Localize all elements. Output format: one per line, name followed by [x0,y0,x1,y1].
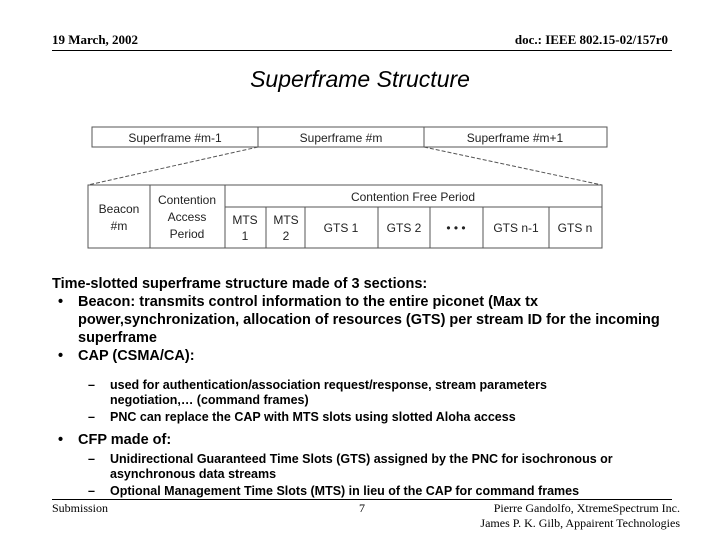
bullet-cap: CAP (CSMA/CA): [78,348,195,364]
mts1-number: 1 [241,229,249,243]
beacon-number: #m [110,219,128,233]
dash-marker: – [88,484,95,498]
dash-marker: – [88,410,95,424]
header-doc: doc.: IEEE 802.15-02/157r0 [514,32,668,47]
header-date: 19 March, 2002 [52,32,139,47]
superframe-diagram [0,0,720,260]
beacon-label: Beacon [98,202,140,216]
footer-author-2: James P. K. Gilb, Appairent Technologies [480,516,680,530]
footer-author-1: Pierre Gandolfo, XtremeSpectrum Inc. [493,501,680,515]
cap-label-1: Contention [157,193,217,207]
superframe-prev: Superframe #m-1 [128,131,222,145]
dash-marker: – [88,452,95,466]
cap-label-3: Period [169,227,205,241]
cfp-label: Contention Free Period [350,190,476,204]
mts1-label: MTS [232,213,258,227]
superframe-current: Superframe #m [299,131,383,145]
superframe-next: Superframe #m+1 [466,131,564,145]
sub-bullet-cap-usage: used for authentication/association request/response, stream parameters negotiation,… (command frames) [110,378,547,407]
gts-n-1-label: GTS n-1 [493,221,539,235]
sub-bullet-cap-mts: PNC can replace the CAP with MTS slots using slotted Aloha access [110,410,516,424]
gts-n-label: GTS n [557,221,593,235]
ellipsis-dots: • • • [446,221,466,235]
page-number: 7 [359,501,365,515]
cap-label-2: Access [167,210,207,224]
bullet-marker: • [58,294,64,310]
intro-text: Time-slotted superframe structure made of 3 sections: [52,276,428,292]
slide-title: Superframe Structure [250,66,470,92]
mts2-label: MTS [273,213,299,227]
bullet-beacon: Beacon: transmits control information to the entire piconet (Max tx power,synchronization, allocation of resources (GTS) per stream ID for the incoming superframe [78,294,660,346]
gts2-label: GTS 2 [386,221,422,235]
dash-marker: – [88,378,95,392]
sub-bullet-gts: Unidirectional Guaranteed Time Slots (GTS) assigned by the PNC for isochronous or asynchronous data streams [110,452,613,481]
footer-rule [52,499,672,500]
bullet-cfp: CFP made of: [78,432,172,448]
gts1-label: GTS 1 [323,221,359,235]
sub-bullet-mts: Optional Management Time Slots (MTS) in lieu of the CAP for command frames [110,484,580,498]
mts2-number: 2 [282,229,290,243]
footer-submission: Submission [52,501,109,515]
bullet-marker: • [58,432,64,448]
bullet-marker: • [58,348,64,364]
